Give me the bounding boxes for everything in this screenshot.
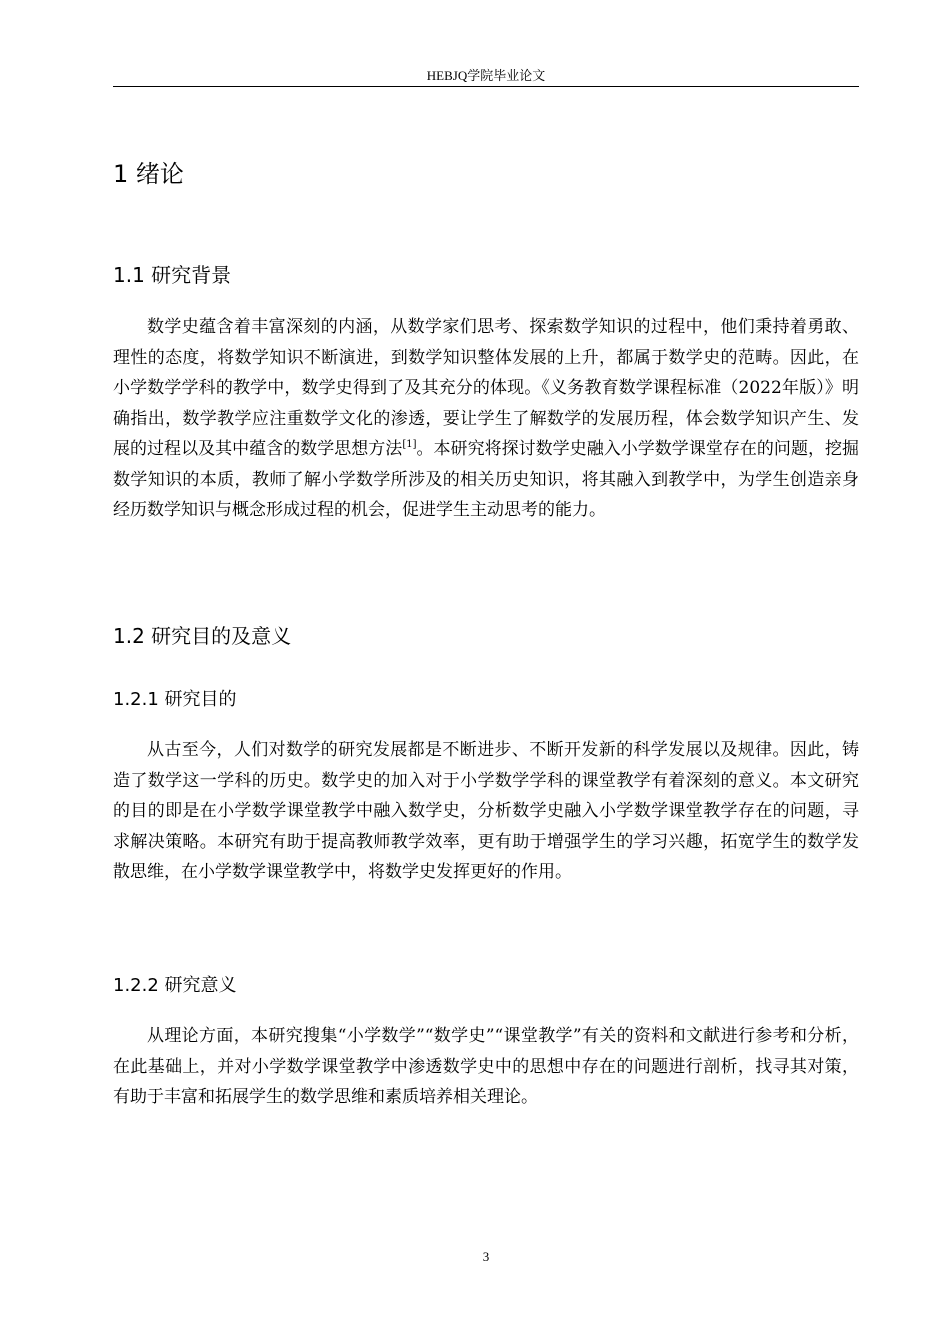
paragraph-research-purpose: 从古至今，人们对数学的研究发展都是不断进步、不断开发新的科学发展以及规律。因此，铸造了数学这一学科的历史。数学史的加入对于小学数学学科的课堂教学有着深刻的意义。本文研究的目的即是在小学数学课堂教学中融入数学史，分析数学史融入小学数学课堂教学存在的问题，寻求解决策略。本研究有助于提高教师教学效率，更有助于增强学生的学习兴趣，拓宽学生的数学发散思维，在小学数学课堂教学中，将数学史发挥更好的作用。 bbox=[113, 740, 859, 882]
paragraph-text: 数学史蕴含着丰富深刻的内涵，从数学家们思考、探索数学知识的过程中，他们秉持着勇敢、理性的态度，将数学知识不断演进，到数学知识整体发展的上升，都属于数学史的范畴。因此，在小学数学学科的教学中，数学史得到了及其充分的体现。《义务教育数学课程标准（2022年版）》明确指出，数学教学应注重数学文化的渗透，要让学生了解数学的发展历程，体会数学知识产生、发展的过程以及其中蕴含的数学思想方法 bbox=[113, 317, 859, 459]
page-number: 3 bbox=[482, 1249, 490, 1264]
chapter-title: 1 绪论 bbox=[113, 160, 184, 188]
citation-reference[interactable]: [1] bbox=[402, 439, 417, 450]
paragraph-research-significance: 从理论方面，本研究搜集“小学数学”“数学史”“课堂教学”有关的资料和文献进行参考和分析，在此基础上，并对小学数学课堂教学中渗透数学史中的思想中存在的问题进行剖析，找寻其对策，有助于丰富和拓展学生的数学思维和素质培养相关理论。 bbox=[113, 1026, 859, 1107]
header-rule bbox=[113, 86, 859, 87]
page-header: HEBJQ学院毕业论文 bbox=[426, 68, 546, 83]
paragraph-text-continued: 。本研究将探讨数学史融入小学数学课堂存在的问题，挖掘数学知识的本质，教师了解小学数学所涉及的相关历史知识，将其融入到教学中，为学生创造亲身经历数学知识与概念形成过程的机会，促进学生主动思考的能力。 bbox=[113, 439, 859, 520]
section-title-research-background: 1.1 研究背景 bbox=[113, 263, 232, 287]
subsection-title-research-significance: 1.2.2 研究意义 bbox=[113, 975, 237, 996]
paragraph-research-background bbox=[113, 312, 859, 526]
section-title-purpose-and-significance: 1.2 研究目的及意义 bbox=[113, 624, 292, 648]
subsection-title-research-purpose: 1.2.1 研究目的 bbox=[113, 689, 237, 710]
